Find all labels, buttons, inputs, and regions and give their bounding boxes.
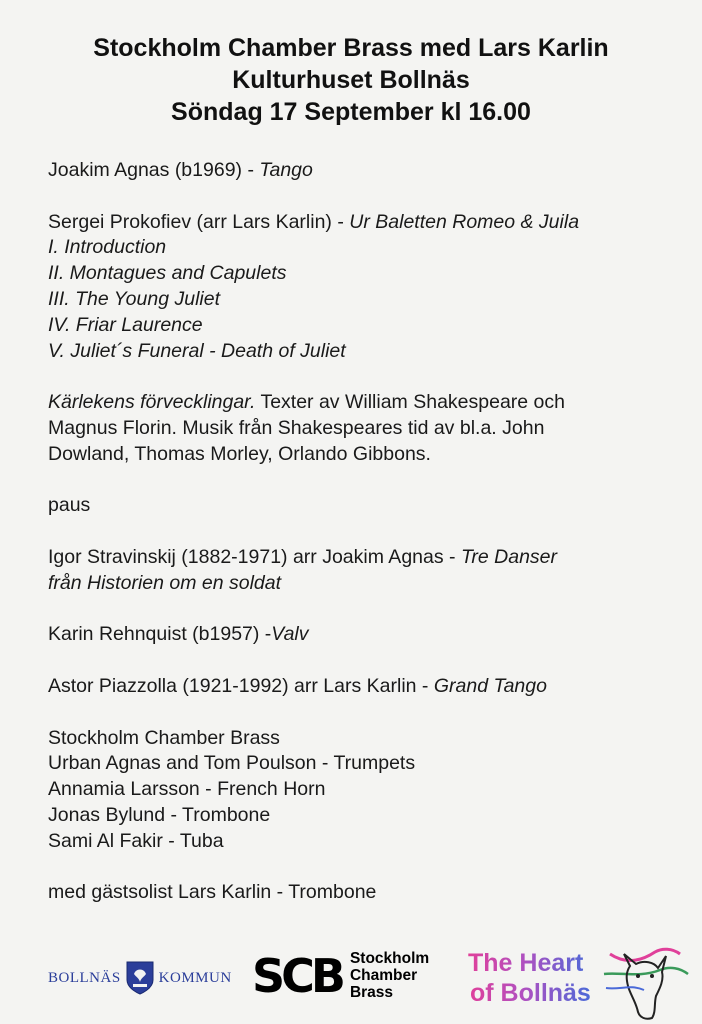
guest-soloist: med gästsolist Lars Karlin - Trombone [48,881,377,904]
ensemble-member: Urban Agnas and Tom Poulson - Trumpets [48,752,416,775]
program-item-rehnquist [48,622,678,648]
program-item-prokofiev [48,210,678,365]
ensemble-member: Jonas Bylund - Trombone [48,803,271,826]
scb-wordmark [350,950,429,1001]
heart-word: The Heart [468,949,584,977]
kommun-text-left: BOLLNÄS [48,969,121,986]
heart-of-bollnas-logo [468,944,693,1022]
scb-word: Brass [349,984,394,1001]
movement-item: IV. Friar Laurence [48,313,203,336]
heart-wordmark [468,948,591,1008]
bollnas-kommun-logo [48,958,232,998]
composer-text: Igor Stravinskij (1882-1971) arr Joakim Agnas - [48,545,461,568]
composer-text: Karin Rehnquist (b1957) - [48,623,272,646]
work-title: Tango [259,159,313,181]
movement-item: III. The Young Juliet [48,287,221,310]
work-title: Kärlekens förvecklingar. [48,391,256,414]
composer-text: Sergei Prokofiev (arr Lars Karlin) - [48,210,350,233]
sponsor-logos [0,936,702,1024]
horse-head-icon [600,944,690,1022]
kommun-text-right: KOMMUN [158,969,232,986]
program-item-agnas [48,158,678,184]
program-item-stravinsky [48,545,678,597]
work-title: Valv [271,623,309,646]
scb-word: Stockholm [349,950,430,967]
program-item-piazzolla [48,674,678,700]
movement-item: II. Montagues and Capulets [48,262,287,285]
program-item-karlekens [48,390,678,467]
work-title-cont: från Historien om en soldat [48,571,282,594]
scb-mark: SCB [252,948,342,1003]
header-date: Söndag 17 September kl 16.00 [171,98,531,126]
ensemble-member: Annamia Larsson - French Horn [48,778,326,801]
scb-logo [252,950,429,1001]
composer-text: Joakim Agnas (b1969) - [48,159,260,181]
work-title: Grand Tango [433,674,547,697]
ensemble-member: Sami Al Fakir - Tuba [48,829,224,852]
work-title: Tre Danser [460,545,558,568]
header-title: Stockholm Chamber Brass med Lars Karlin [93,34,609,62]
ensemble-list [48,726,678,855]
header-venue: Kulturhuset Bollnäs [232,66,470,94]
description-text: Dowland, Thomas Morley, Orlando Gibbons. [48,442,431,465]
movement-item: V. Juliet´s Funeral - Death of Juliet [48,339,346,362]
coat-of-arms-icon [125,960,155,996]
composer-text: Astor Piazzolla (1921-1992) arr Lars Karlin - [48,674,434,697]
heart-word: of Bollnäs [470,979,591,1007]
description-text: Texter av William Shakespeare och [255,391,565,414]
intermission: paus [48,494,91,517]
description-text: Magnus Florin. Musik från Shakespeares tid av bl.a. John [48,416,545,439]
movement-item: I. Introduction [48,236,167,259]
work-title: Ur Baletten Romeo & Juila [349,210,580,233]
concert-header [0,32,702,128]
scb-word: Chamber [349,967,418,984]
ensemble-name: Stockholm Chamber Brass [48,726,280,749]
program-list [48,158,678,932]
